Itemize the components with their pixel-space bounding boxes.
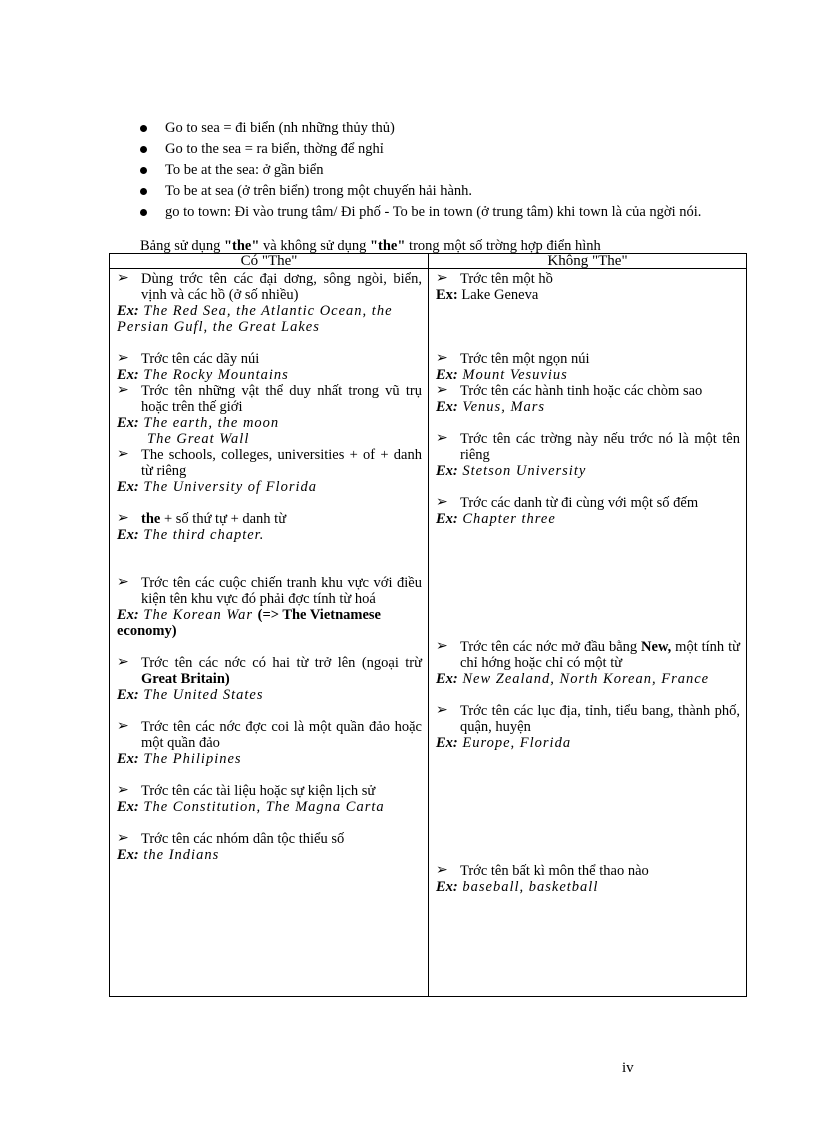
rule-entry: ➢ Trớc tên các nớc đợc coi là một quần đảo hoặc một quần đảo (117, 718, 422, 751)
example-line: Ex: Lake Geneva (436, 287, 539, 303)
table-caption: Bảng sử dụng "the" và không sử dụng "the" trong một số trờng hợp điển hình (140, 238, 601, 254)
example-line: Ex: The Philipines (117, 751, 242, 767)
rule-entry: ➢ Trớc tên các nhóm dân tộc thiểu số (117, 830, 345, 847)
example-line: Ex: The United States (117, 687, 264, 703)
example-line: Ex: Chapter three (436, 511, 556, 527)
example-line: Ex: Stetson University (436, 463, 587, 479)
bullet-item: Go to sea = đi biển (nh những thủy thủ) (140, 118, 750, 138)
example-line: Ex: The earth, the moon The Great Wall (117, 415, 280, 447)
arrow-bullet-icon: ➢ (436, 350, 448, 366)
arrow-bullet-icon: ➢ (436, 270, 448, 286)
bullet-list (140, 118, 750, 223)
bullet-dot-icon (140, 167, 147, 174)
example-line: Ex: The Korean War (=> The Vietnamese economy) (117, 607, 381, 639)
bullet-dot-icon (140, 209, 147, 216)
rule-entry: ➢ the + số thứ tự + danh từ (117, 510, 287, 527)
arrow-bullet-icon: ➢ (117, 350, 129, 366)
page-number: iv (622, 1060, 634, 1076)
bullet-dot-icon (140, 146, 147, 153)
usage-table (109, 253, 747, 997)
column-without-the (429, 269, 747, 997)
bullet-dot-icon (140, 188, 147, 195)
example-line: Ex: New Zealand, North Korean, France (436, 671, 710, 687)
example-line: Ex: The Rocky Mountains (117, 367, 289, 383)
arrow-bullet-icon: ➢ (436, 638, 448, 654)
arrow-bullet-icon: ➢ (117, 382, 129, 398)
rule-entry: ➢ Trớc tên các nớc mở đầu bằng New, một tính từ chỉ hớng hoặc chỉ có một từ (436, 638, 740, 671)
arrow-bullet-icon: ➢ (117, 718, 129, 734)
rule-entry: ➢ Trớc tên các nớc có hai từ trở lên (ngoại trừ Great Britain) (117, 654, 422, 687)
rule-entry: ➢ Trớc các danh từ đi cùng với một số đếm (436, 494, 699, 511)
example-line: Ex: The Constitution, The Magna Carta (117, 799, 385, 815)
rule-entry: ➢ Trớc tên các lục địa, tỉnh, tiểu bang, thành phố, quận, huyện (436, 702, 740, 735)
arrow-bullet-icon: ➢ (436, 494, 448, 510)
example-line: Ex: The third chapter. (117, 527, 265, 543)
example-line: Ex: The University of Florida (117, 479, 317, 495)
header-without-the: Không "The" (429, 254, 747, 269)
bullet-dot-icon (140, 125, 147, 132)
arrow-bullet-icon: ➢ (117, 510, 129, 526)
rule-entry: ➢ Trớc tên các trờng này nếu trớc nó là một tên riêng (436, 430, 740, 463)
arrow-bullet-icon: ➢ (117, 270, 129, 286)
rule-entry: ➢ Dùng trớc tên các đại dơng, sông ngòi, biển, vịnh và các hồ (ở số nhiều) (117, 270, 422, 303)
rule-entry: ➢ Trớc tên một ngọn núi (436, 350, 590, 367)
rule-entry: ➢ Trớc tên các tài liệu hoặc sự kiện lịch sử (117, 782, 376, 799)
arrow-bullet-icon: ➢ (117, 574, 129, 590)
rule-entry: ➢ Trớc tên các hành tinh hoặc các chòm sao (436, 382, 703, 399)
example-line: Ex: Mount Vesuvius (436, 367, 568, 383)
rule-entry: ➢ Trớc tên bất kì môn thể thao nào (436, 862, 649, 879)
rule-entry: ➢ Trớc tên những vật thể duy nhất trong vũ trụ hoặc trên thế giới (117, 382, 422, 415)
arrow-bullet-icon: ➢ (117, 654, 129, 670)
example-line: Ex: The Red Sea, the Atlantic Ocean, the Persian Gufl, the Great Lakes (117, 303, 393, 335)
bullet-item: Go to the sea = ra biển, thờng để nghỉ (140, 139, 750, 159)
bullet-item: To be at the sea: ở gần biển (140, 160, 750, 180)
example-line: Ex: Venus, Mars (436, 399, 546, 415)
rule-entry: ➢ Trớc tên một hồ (436, 270, 553, 287)
column-with-the (110, 269, 429, 997)
rule-entry: ➢ Trớc tên các cuộc chiến tranh khu vực với điều kiện tên khu vực đó phải đợc tính từ hoá (117, 574, 422, 607)
arrow-bullet-icon: ➢ (117, 830, 129, 846)
rule-entry: ➢ The schools, colleges, universities + of + danh từ riêng (117, 446, 422, 479)
bullet-item: go to town: Đi vào trung tâm/ Đi phố - To be in town (ở trung tâm) khi town là của ngời nói. (140, 202, 750, 222)
arrow-bullet-icon: ➢ (117, 446, 129, 462)
example-line: Ex: baseball, basketball (436, 879, 599, 895)
rule-entry: ➢ Trớc tên các dãy núi (117, 350, 260, 367)
arrow-bullet-icon: ➢ (436, 430, 448, 446)
arrow-bullet-icon: ➢ (436, 702, 448, 718)
arrow-bullet-icon: ➢ (436, 862, 448, 878)
bullet-item: To be at sea (ở trên biển) trong một chuyến hải hành. (140, 181, 750, 201)
arrow-bullet-icon: ➢ (117, 782, 129, 798)
arrow-bullet-icon: ➢ (436, 382, 448, 398)
header-with-the: Có "The" (110, 254, 429, 269)
example-line: Ex: Europe, Florida (436, 735, 572, 751)
example-line: Ex: the Indians (117, 847, 220, 863)
